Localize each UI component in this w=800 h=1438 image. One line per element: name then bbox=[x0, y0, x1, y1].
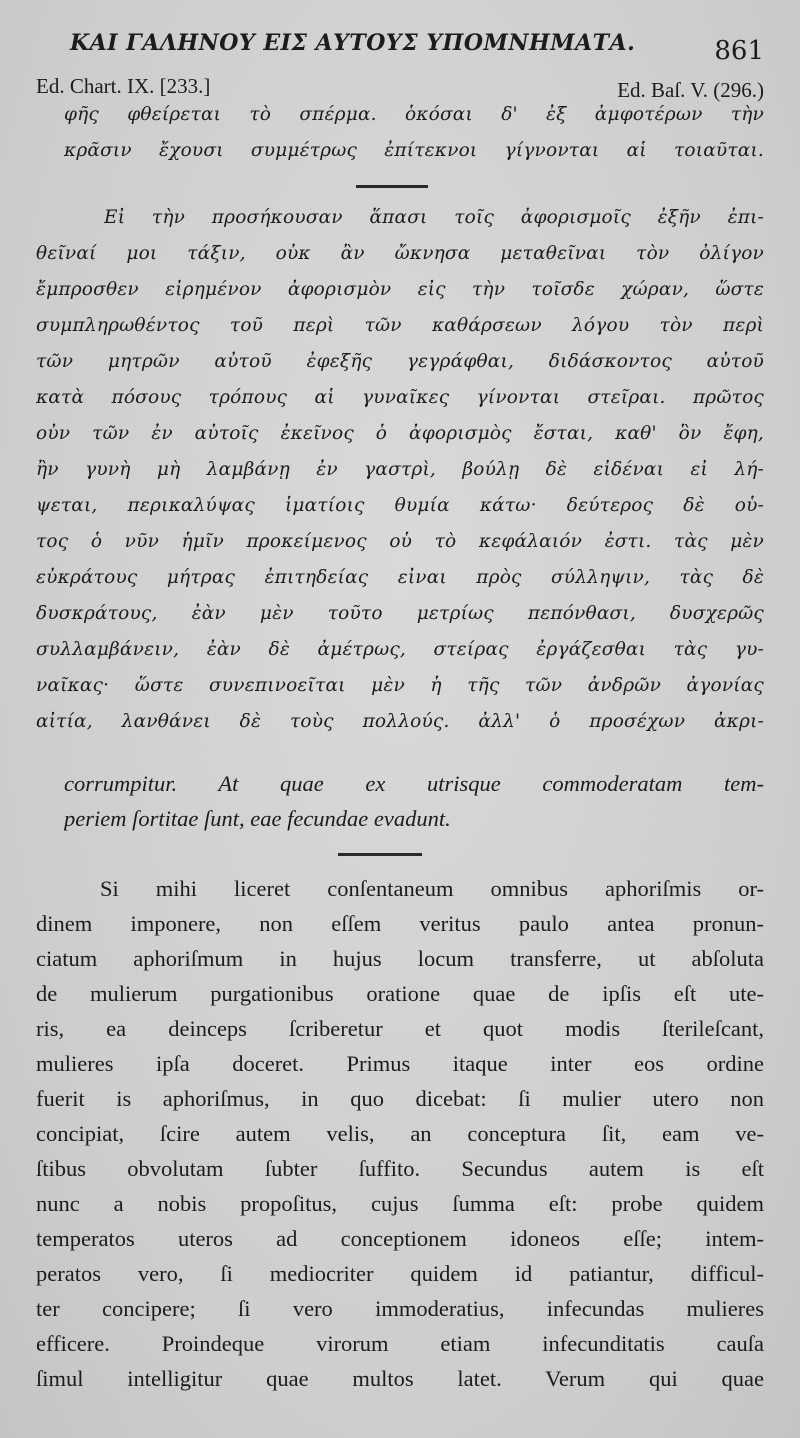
greek-body-line-5: τῶν μητρῶν αὐτοῦ ἐφεξῆς γεγράφθαι, διδάσκοντος αὐτοῦ bbox=[36, 351, 764, 372]
latin-body-line-3: ciatum aphoriſmum in hujus locum transferre, ut abſoluta bbox=[36, 946, 764, 971]
latin-top-line-1: corrumpitur. At quae ex utrisque commoderatam tem- bbox=[64, 771, 764, 796]
greek-body-line-12: δυσκράτους, ἐὰν μὲν τοῦτο μετρίως πεπόνθασι, δυσχερῶς bbox=[36, 603, 764, 624]
greek-top-line-2: κρᾶσιν ἔχουσι συμμέτρως ἐπίτεκνοι γίγνονται αἱ τοιαῦται. bbox=[64, 140, 764, 161]
latin-body-line-4: de mulierum purgationibus oratione quae de ipſis eſt ute- bbox=[36, 981, 764, 1006]
greek-body-line-9: ψεται, περικαλύψας ἱματίοις θυμία κάτω· δεύτερος δὲ οὗ- bbox=[36, 495, 764, 516]
greek-body-line-14: ναῖκας· ὥστε συνεπινοεῖται μὲν ἡ τῆς τῶν ἀνδρῶν ἀγονίας bbox=[36, 675, 764, 696]
greek-body-line-6: κατὰ πόσους τρόπους αἱ γυναῖκες γίνονται στεῖραι. πρῶτος bbox=[36, 387, 764, 408]
latin-body-line-5: ris, ea deinceps ſcriberetur et quot modis ſterileſcant, bbox=[36, 1016, 764, 1041]
edition-reference-right: Ed. Baſ. V. (296.) bbox=[617, 78, 764, 102]
greek-body-line-2: θεῖναί μοι τάξιν, οὐκ ἂν ὤκνησα μεταθεῖναι τὸν ὀλίγον bbox=[36, 243, 764, 264]
greek-body-line-1: Εἰ τὴν προσήκουσαν ἅπασι τοῖς ἀφορισμοῖς ἐξῆν ἐπι- bbox=[104, 207, 764, 228]
latin-body-line-7: fuerit is aphoriſmus, in quo dicebat: ſi mulier utero non bbox=[36, 1086, 764, 1111]
latin-body-line-9: ſtibus obvolutam ſubter ſuffito. Secundus autem is eſt bbox=[36, 1156, 764, 1181]
latin-body-line-13: ter concipere; ſi vero immoderatius, infecundas mulieres bbox=[36, 1296, 764, 1321]
running-title: ΚΑΙ ΓΑΛΗΝΟΥ ΕΙΣ ΑΥΤΟΥΣ ΥΠΟΜΝΗΜΑΤΑ. bbox=[70, 30, 636, 56]
greek-body-line-8: ἢν γυνὴ μὴ λαμβάνῃ ἐν γαστρὶ, βούλῃ δὲ εἰδέναι εἰ λή- bbox=[36, 459, 764, 480]
greek-body-line-4: συμπληρωθέντος τοῦ περὶ τῶν καθάρσεων λόγου τὸν περὶ bbox=[36, 315, 764, 336]
greek-body-line-13: συλλαμβάνειν, ἐὰν δὲ ἀμέτρως, στείρας ἐργάζεσθαι τὰς γυ- bbox=[36, 639, 764, 660]
latin-body-line-15: ſimul intelligitur quae multos latet. Verum qui quae bbox=[36, 1366, 764, 1391]
latin-body-line-6: mulieres ipſa doceret. Primus itaque inter eos ordine bbox=[36, 1051, 764, 1076]
greek-body-line-7: οὖν τῶν ἐν αὐτοῖς ἐκεῖνος ὁ ἀφορισμὸς ἔσται, καθ' ὃν ἔφη, bbox=[36, 423, 764, 444]
page-number: 861 bbox=[714, 36, 764, 66]
latin-body-line-2: dinem imponere, non eſſem veritus paulo antea pronun- bbox=[36, 911, 764, 936]
latin-body-line-1: Si mihi liceret conſentaneum omnibus aphoriſmis or- bbox=[100, 876, 764, 901]
greek-body-line-15: αἰτία, λανθάνει δὲ τοὺς πολλούς. ἀλλ' ὁ προσέχων ἀκρι- bbox=[36, 711, 764, 732]
greek-top-line-1: φῆς φθείρεται τὸ σπέρμα. ὁκόσαι δ' ἐξ ἀμφοτέρων τὴν bbox=[64, 104, 764, 125]
greek-body-line-3: ἔμπροσθεν εἰρημένον ἀφορισμὸν εἰς τὴν τοῖσδε χώραν, ὥστε bbox=[36, 279, 764, 300]
section-divider-greek bbox=[356, 185, 428, 188]
latin-body-line-8: concipiat, ſcire autem velis, an conceptura ſit, eam ve- bbox=[36, 1121, 764, 1146]
latin-body-line-11: temperatos uteros ad conceptionem idoneos eſſe; intem- bbox=[36, 1226, 764, 1251]
greek-body-line-11: εὐκράτους μήτρας ἐπιτηδείας εἶναι πρὸς σύλληψιν, τὰς δὲ bbox=[36, 567, 764, 588]
latin-top-line-2: periem ſortitae ſunt, eae fecundae evadunt. bbox=[64, 806, 451, 831]
greek-body-line-10: τος ὁ νῦν ἡμῖν προκείμενος οὗ τὸ κεφάλαιόν ἐστι. τὰς μὲν bbox=[36, 531, 764, 552]
latin-body-line-14: efficere. Proindeque virorum etiam infecunditatis cauſa bbox=[36, 1331, 764, 1356]
section-divider-latin bbox=[338, 853, 422, 856]
latin-body-line-12: peratos vero, ſi mediocriter quidem id patiantur, difficul- bbox=[36, 1261, 764, 1286]
latin-body-line-10: nunc a nobis propoſitus, cujus ſumma eſt: probe quidem bbox=[36, 1191, 764, 1216]
edition-reference-left: Ed. Chart. IX. [233.] bbox=[36, 74, 211, 98]
